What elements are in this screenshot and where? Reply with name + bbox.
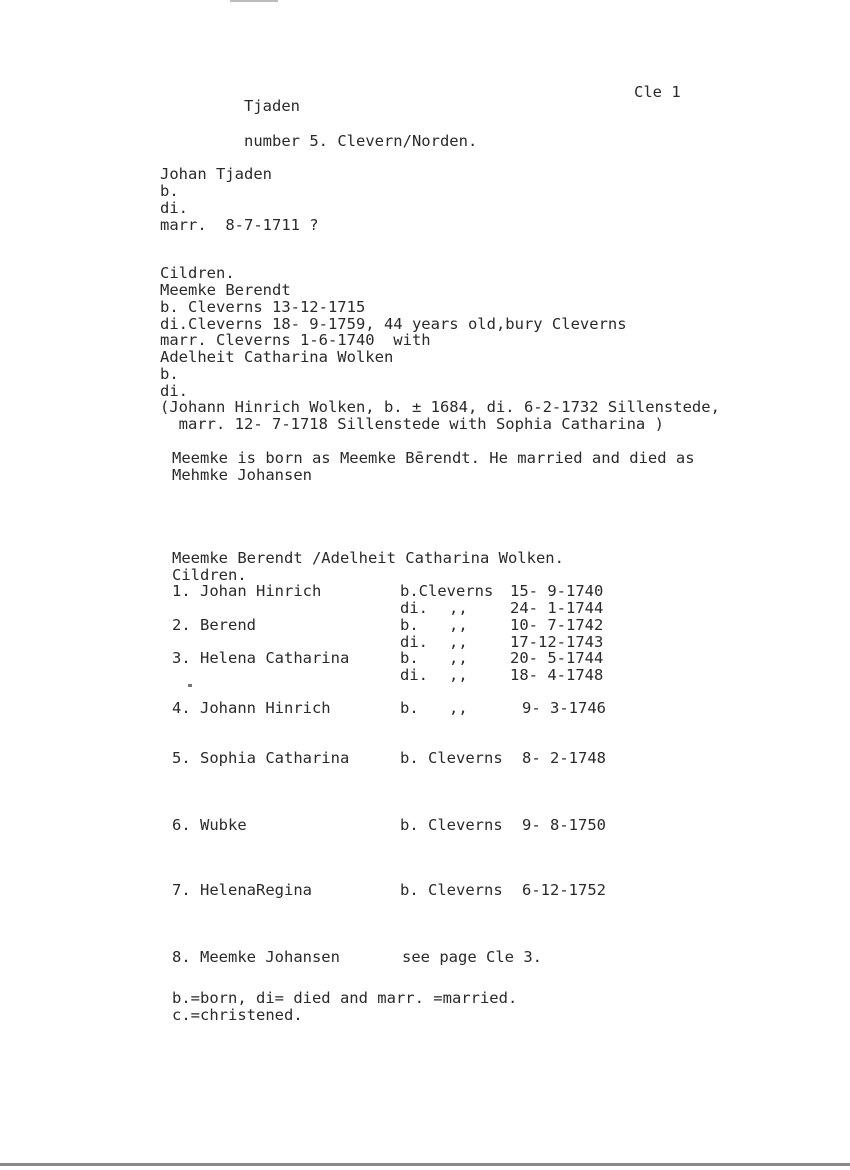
top-edge-mark (230, 0, 278, 2)
child-name-cell: 7. HelenaRegina (172, 881, 312, 899)
child-married: marr. Cleverns 1-6-1740 with (160, 331, 431, 349)
child-name-cell: 8. Meemke Johansen (172, 948, 340, 966)
event-type-cell: see page Cle 3. (402, 948, 542, 966)
event-type-cell: b. (400, 616, 419, 634)
child-name-cell: 5. Sophia Catharina (172, 749, 350, 767)
date-cell: 18- 4-1748 (510, 666, 604, 684)
event-type-cell: di. (400, 599, 428, 617)
surname-heading: Tjaden (244, 97, 300, 115)
note-line-1: Meemke is born as Meemke Bērendt. He married and died as (172, 449, 695, 467)
date-cell: 8- 2-1748 (522, 749, 606, 767)
child-died: di.Cleverns 18- 9-1759, 44 years old,bury Cleverns (160, 315, 627, 333)
event-type-cell: b.Cleverns (400, 582, 494, 600)
event-type-cell: b. (400, 699, 419, 717)
date-cell: 20- 5-1744 (510, 649, 604, 667)
number-line: number 5. Clevern/Norden. (244, 132, 478, 150)
family-heading: Meemke Berendt /Adelheit Catharina Wolken. (172, 549, 564, 567)
spouse-name: Adelheit Catharina Wolken (160, 348, 394, 366)
child-born: b. Cleverns 13-12-1715 (160, 298, 366, 316)
child-name-cell: 4. Johann Hinrich (172, 699, 331, 717)
spouse-born: b. (160, 365, 179, 383)
event-type-cell: di. (400, 633, 428, 651)
child-name-cell: 1. Johan Hinrich (172, 582, 322, 600)
spouse-parents-line-1: (Johann Hinrich Wolken, b. ± 1684, di. 6-2-1732 Sillenstede, (160, 398, 720, 416)
event-type-cell: b. (400, 649, 419, 667)
spouse-died: di. (160, 382, 188, 400)
event-type-cell: b. Cleverns (400, 881, 503, 899)
event-type-cell: b. Cleverns (400, 749, 503, 767)
event-type-cell: b. Cleverns (400, 816, 503, 834)
spouse-parents-line-2: marr. 12- 7-1718 Sillenstede with Sophia Catharina ) (160, 415, 664, 433)
legend-line-1: b.=born, di= died and marr. =married. (172, 989, 518, 1007)
father-married: marr. 8-7-1711 ? (160, 216, 319, 234)
place-cell: ,, (449, 616, 468, 634)
place-cell: ,, (449, 666, 468, 684)
place-cell: ,, (449, 649, 468, 667)
place-cell: ,, (449, 699, 468, 717)
children-heading: Cildren. (160, 264, 235, 282)
child-name: Meemke Berendt (160, 281, 291, 299)
date-cell: 15- 9-1740 (510, 582, 604, 600)
place-cell: ,, (449, 633, 468, 651)
legend-line-2: c.=christened. (172, 1006, 303, 1024)
place-cell: ,, (449, 599, 468, 617)
date-cell: 9- 3-1746 (522, 699, 606, 717)
date-cell: 9- 8-1750 (522, 816, 606, 834)
date-cell: 24- 1-1744 (510, 599, 604, 617)
child-name-cell: 2. Berend (172, 616, 256, 634)
father-name: Johan Tjaden (160, 165, 272, 183)
date-cell: 17-12-1743 (510, 633, 604, 651)
ink-speck (188, 684, 192, 687)
date-cell: 6-12-1752 (522, 881, 606, 899)
date-cell: 10- 7-1742 (510, 616, 604, 634)
father-born: b. (160, 182, 179, 200)
child-name-cell: 6. Wubke (172, 816, 247, 834)
family-subheading: Cildren. (172, 566, 247, 584)
note-line-2: Mehmke Johansen (172, 466, 312, 484)
event-type-cell: di. (400, 666, 428, 684)
father-died: di. (160, 199, 188, 217)
child-name-cell: 3. Helena Catharina (172, 649, 350, 667)
bottom-edge-mark (0, 1163, 850, 1166)
page-id: Cle 1 (634, 83, 681, 101)
